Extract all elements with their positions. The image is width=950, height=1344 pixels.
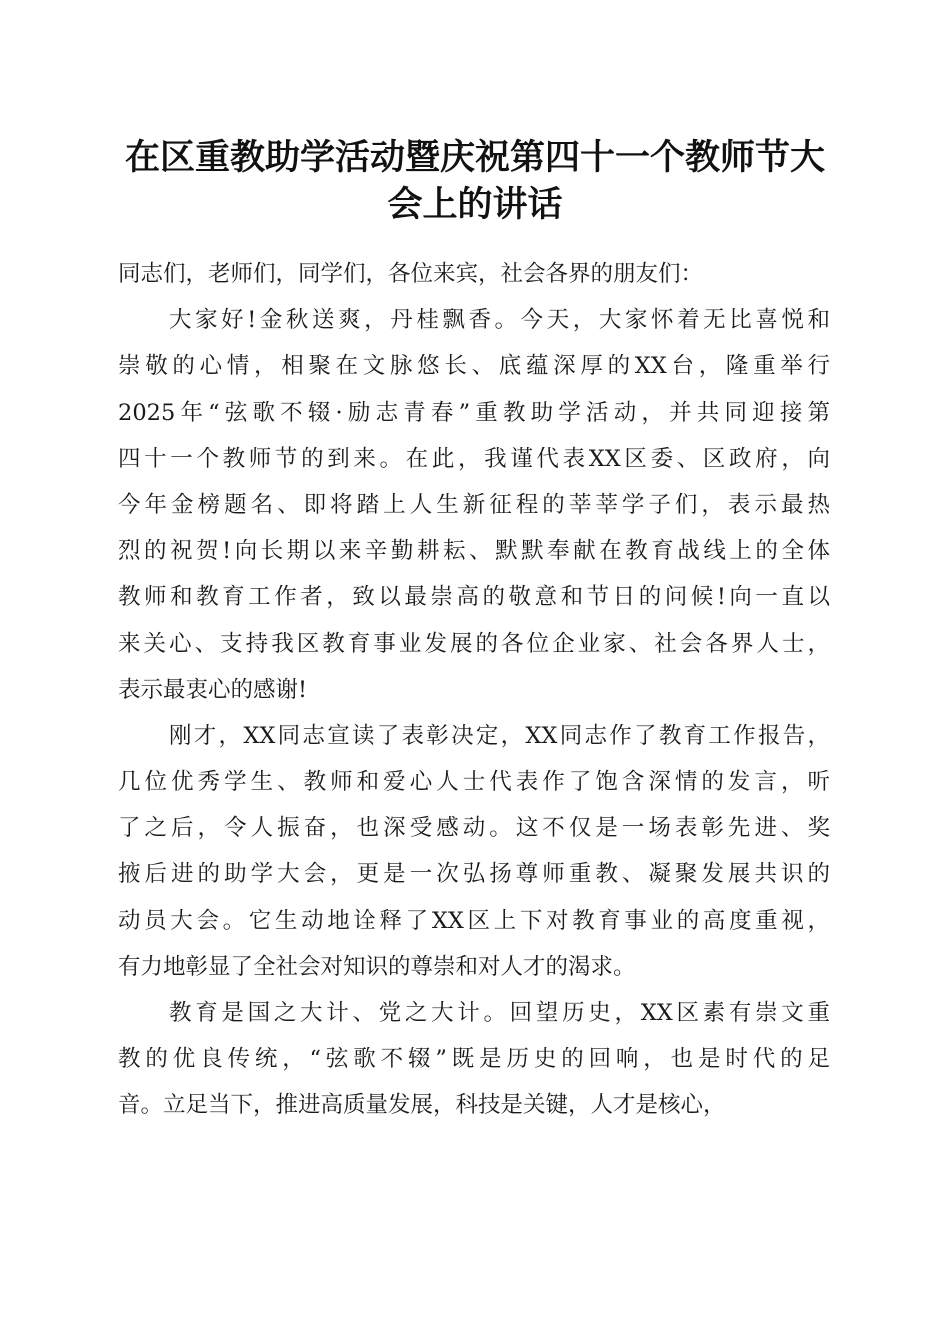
paragraph-line: 崇敬的心情，相聚在文脉悠长、底蕴深厚的XX台，隆重举行 [118,353,830,380]
paragraph-line: 音。立足当下，推进高质量发展，科技是关键，人才是核心， [118,1092,726,1119]
document-body [118,251,830,1129]
paragraph-line: 了之后，令人振奋，也深受感动。这不仅是一场表彰先进、奖 [118,815,830,842]
title-line-1: 在区重教助学活动暨庆祝第四十一个教师节大 [124,137,825,178]
document-title [100,134,850,228]
paragraph-line: 刚才，XX同志宣读了表彰决定，XX同志作了教育工作报告， [169,722,830,749]
paragraph-line: 今年金榜题名、即将踏上人生新征程的莘莘学子们，表示最热 [118,491,830,518]
paragraph-line: 教师和教育工作者，致以最崇高的敬意和节日的问候!向一直以 [118,584,830,611]
paragraph-line: 四十一个教师节的到来。在此，我谨代表XX区委、区政府，向 [118,445,830,472]
paragraph-line: 动员大会。它生动地诠释了XX区上下对教育事业的高度重视， [118,907,830,934]
paragraph-line: 大家好!金秋送爽，丹桂飘香。今天，大家怀着无比喜悦和 [169,307,830,334]
paragraph-3 [118,990,830,1129]
paragraph-line: 来关心、支持我区教育事业发展的各位企业家、社会各界人士， [118,630,830,657]
paragraph-2 [118,713,830,990]
paragraph-line: 掖后进的助学大会，更是一次弘扬尊师重教、凝聚发展共识的 [118,861,830,888]
paragraph-line: 几位优秀学生、教师和爱心人士代表作了饱含深情的发言，听 [118,769,830,796]
paragraph-line: 教育是国之大计、党之大计。回望历史，XX区素有崇文重 [169,1000,830,1026]
paragraph-line: 烈的祝贺!向长期以来辛勤耕耘、默默奉献在教育战线上的全体 [118,538,830,565]
paragraph-line: 有力地彰显了全社会对知识的尊崇和对人才的渴求。 [118,953,636,980]
title-line-2: 会上的讲话 [387,184,563,225]
paragraph-line: 2025年“弦歌不辍·励志青春”重教助学活动，并共同迎接第 [118,399,830,426]
paragraph-line: 表示最衷心的感谢! [118,676,308,703]
salutation: 同志们，老师们，同学们，各位来宾，社会各界的朋友们： [118,261,704,287]
paragraph-line: 教的优良传统，“弦歌不辍”既是历史的回响，也是时代的足 [118,1046,830,1073]
paragraph-1 [118,297,830,713]
